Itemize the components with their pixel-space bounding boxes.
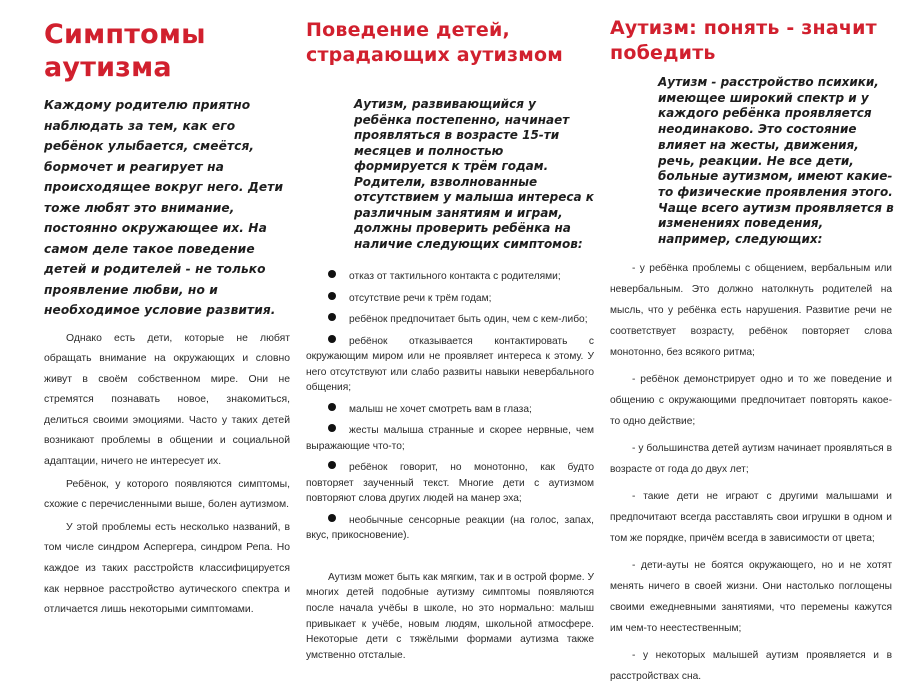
list-item xyxy=(306,269,594,285)
list-item-text: необычные сенсорные реакции (на голос, запах, вкус, прикосновение). xyxy=(306,514,594,541)
behavior-list xyxy=(610,258,892,687)
bullet-icon xyxy=(328,461,336,469)
list-item xyxy=(306,460,594,507)
symptom-list xyxy=(306,269,594,544)
closing-paragraph: Аутизм может быть как мягким, так и в острой форме. У многих детей подобные аутизму симптомы появляются после начала учёбы в школе, но это нормально: малыш привыкает к учёбе, новым людям, школьной атмосфере. Некоторые дети с тяжёлыми формами аутизма также умственно отсталые. xyxy=(306,571,594,662)
bullet-icon xyxy=(328,514,336,522)
list-item xyxy=(306,291,594,307)
bullet-icon xyxy=(328,424,336,432)
column-understand xyxy=(610,0,892,693)
list-item-text: отказ от тактильного контакта с родителями; xyxy=(349,271,561,282)
list-item: - дети-ауты не боятся окружающего, но и не хотят менять ничего в своей жизни. Они настолько поглощены своими ежедневными занятиями, что перемены кажутся им чем-то неестественным; xyxy=(610,559,892,634)
list-item-text: ребёнок предпочитает быть один, чем с кем-либо; xyxy=(349,314,588,325)
column-behavior xyxy=(306,0,594,664)
list-item: - у некоторых малышей аутизм проявляется и в расстройствах сна. xyxy=(610,649,892,682)
list-item-text: ребёнок говорит, но монотонно, как будто повторяет заученный текст. Многие дети с аутизмом повторяют слова других людей на манер эха; xyxy=(306,462,594,504)
list-item: - у ребёнка проблемы с общением, вербальным или невербальным. Это должно натолкнуть родителей на мысль, что у ребёнка есть нарушения. Развитие речи не соответствует возрасту, ребёнок повторяет слова монотонно, без всякого ритма; xyxy=(610,262,892,358)
heading-symptoms: Симптомы аутизма xyxy=(44,19,206,83)
lead-paragraph: Аутизм - расстройство психики, имеющее широкий спектр и у каждого ребёнка проявляется неодинаково. Это состояние влияет на жесты, движения, речь, реакции. Не все дети, больные аутизмом, имеют какие-то физические проявления этого. Чаще всего аутизм проявляется в изменениях поведения, например, следующих: xyxy=(658,75,894,247)
list-item-text: малыш не хочет смотреть вам в глаза; xyxy=(349,403,532,415)
bullet-icon xyxy=(328,270,336,278)
column-symptoms xyxy=(44,0,290,621)
list-item: - у большинства детей аутизм начинает проявляться в возрасте от года до двух лет; xyxy=(610,442,892,475)
lead-paragraph: Каждому родителю приятно наблюдать за тем, как его ребёнок улыбается, смеётся, бормочет и реагирует на происходящее вокруг него. Дети тоже любят это внимание, постоянно окружающее их. На самом деле такое поведение детей и родителей - не только проявление любви, но и необходимое условие развития. xyxy=(44,98,284,317)
list-item xyxy=(306,423,594,454)
list-item xyxy=(306,334,594,396)
bullet-icon xyxy=(328,292,336,300)
heading-behavior: Поведение детей, страдающих аутизмом xyxy=(306,19,564,66)
bullet-icon xyxy=(328,313,336,321)
list-item xyxy=(306,312,594,328)
list-item-text: ребёнок отказывается контактировать с окружающим миром или не проявляет интереса к этому. У него отсутствуют или слабо развиты навыки невербального общения; xyxy=(306,335,594,393)
body-paragraph: Ребёнок, у которого появляются симптомы, схожие с перечисленными выше, болен аутизмом. xyxy=(44,478,290,511)
list-item xyxy=(306,402,594,418)
bullet-icon xyxy=(328,403,336,411)
list-item-text: отсутствие речи к трём годам; xyxy=(349,292,492,304)
list-item xyxy=(306,513,594,544)
body-paragraph: Однако есть дети, которые не любят обращать внимание на окружающих и словно живут в своём собственном мире. Они не стремятся познавать новое, знакомиться, делиться своими эмоциями. Часто у таких детей возникают проблемы в общении и социальной адаптации, ничего не интересует их. xyxy=(44,332,290,468)
list-item: - ребёнок демонстрирует одно и то же поведение и общению с окружающими предпочитает повторять какое-то одно действие; xyxy=(610,373,892,427)
list-item: - такие дети не играют с другими малышами и предпочитают всегда расставлять свои игрушки в одном и том же порядке, причём всегда в зависимости от цвета; xyxy=(610,490,892,544)
body-paragraph: У этой проблемы есть несколько названий, в том числе синдром Аспергера, синдром Репа. Но каждое из таких расстройств классифицируется как нервное расстройство аутического спектра и отличается лишь некоторыми симптомами. xyxy=(44,521,290,616)
bullet-icon xyxy=(328,335,336,343)
heading-understand: Аутизм: понять - значит победить xyxy=(610,17,877,64)
list-item-text: жесты малыша странные и скорее нервные, чем выражающие что-то; xyxy=(306,425,594,452)
lead-paragraph: Аутизм, развивающийся у ребёнка постепенно, начинает проявляться в возрасте 15-ти месяцев и полностью формируется к трём годам. Родители, взволнованные отсутствием у малыша интереса к различным занятиям и играм, должны проверить ребёнка на наличие следующих симптомов: xyxy=(354,97,594,251)
